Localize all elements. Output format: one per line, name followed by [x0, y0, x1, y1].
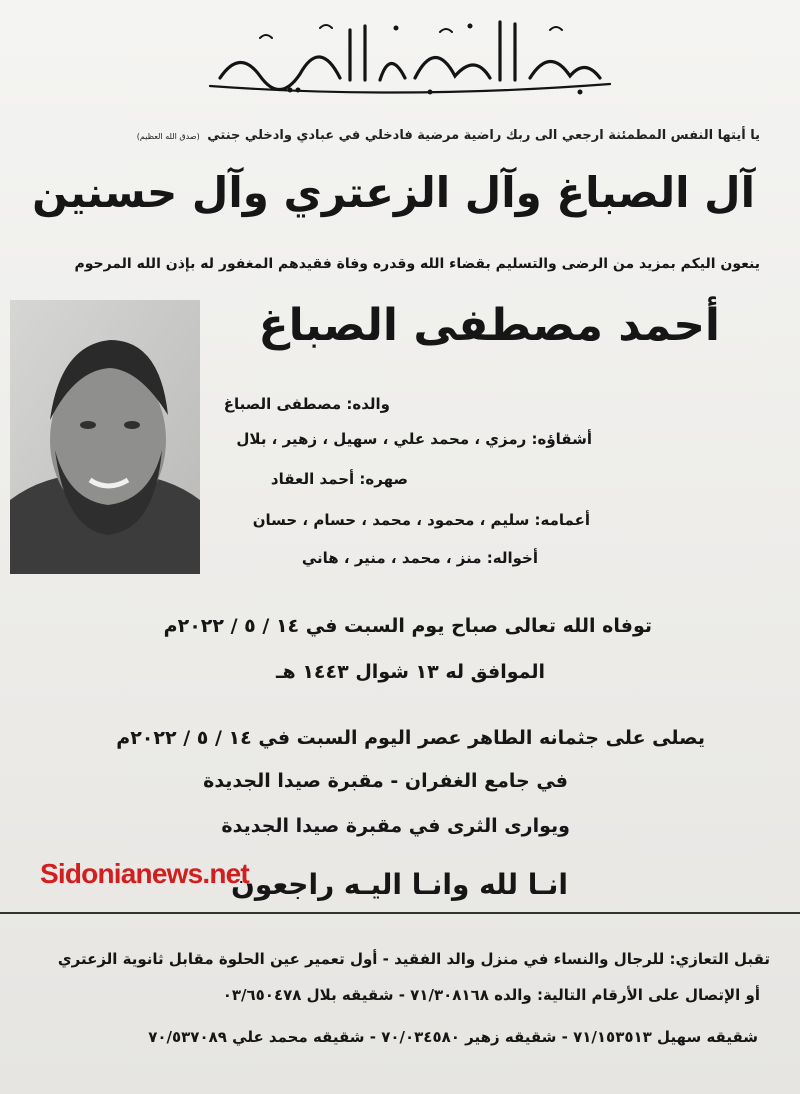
condolences-phones-2: شقيقه سهيل ٧١/١٥٣٥١٣ - شقيقه زهير ٧٠/٠٣٤٥٨٠ - شقيقه محمد علي ٧٠/٥٣٧٠٨٩ [148, 1028, 758, 1046]
announcement-text: ينعون اليكم بمزيد من الرضى والتسليم بقضاء الله وقدره وفاة فقيدهم المغفور له بإذن الله المرحوم [74, 256, 760, 272]
death-date-line: توفاه الله تعالى صباح يوم السبت في ١٤ / ٥ / ٢٠٢٢م [163, 615, 652, 637]
site-watermark: Sidonianews.net [40, 858, 249, 889]
relative-maternal-uncles: أخواله: منز ، محمد ، منير ، هاني [301, 549, 538, 567]
funeral-prayer-line: يصلى على جثمانه الطاهر عصر اليوم السبت في ١٤ / ٥ / ٢٠٢٢م [116, 727, 705, 749]
relative-father: والده: مصطفى الصباغ [223, 395, 390, 413]
families-title: آل الصباغ وآل الزعتري وآل حسنين [32, 168, 755, 217]
verse-text: يا أيتها النفس المطمئنة ارجعي الى ربك راضية مرضية فادخلي في عبادي وادخلي جنتي [207, 128, 760, 143]
portrait-icon [10, 300, 200, 574]
quran-verse [134, 128, 760, 143]
calligraphy-icon [200, 8, 620, 100]
calligraphy-heading [200, 8, 620, 100]
condolences-phones-1: أو الإتصال على الأرقام التالية: والده ٧١/٣٠٨١٦٨ - شقيقه بلال ٠٣/٦٥٠٤٧٨ [222, 986, 760, 1004]
portrait-photo [10, 300, 200, 574]
relative-uncles: أعمامه: سليم ، محمود ، محمد ، حسام ، حسان [252, 511, 590, 529]
deceased-name: أحمد مصطفى الصباغ [258, 300, 720, 351]
relative-in-law: صهره: أحمد العقاد [270, 470, 408, 488]
inna-lillah-line: انـا لله وانـا اليـه راجعون [231, 868, 568, 901]
burial-line: ويوارى الثرى في مقبرة صيدا الجديدة [221, 815, 570, 837]
hijri-date-line: الموافق له ١٣ شوال ١٤٤٣ هـ [276, 661, 545, 683]
verse-source: (صدق الله العظيم) [136, 132, 200, 141]
relative-brothers: أشقاؤه: رمزي ، محمد علي ، سهيل ، زهير ، بلال [236, 430, 592, 448]
divider [0, 912, 800, 914]
condolences-location: تقبل التعازي: للرجال والنساء في منزل والد الفقيد - أول تعمير عين الحلوة مقابل ثانوية الزعتري [57, 950, 770, 968]
mosque-line: في جامع الغفران - مقبرة صيدا الجديدة [203, 770, 568, 792]
